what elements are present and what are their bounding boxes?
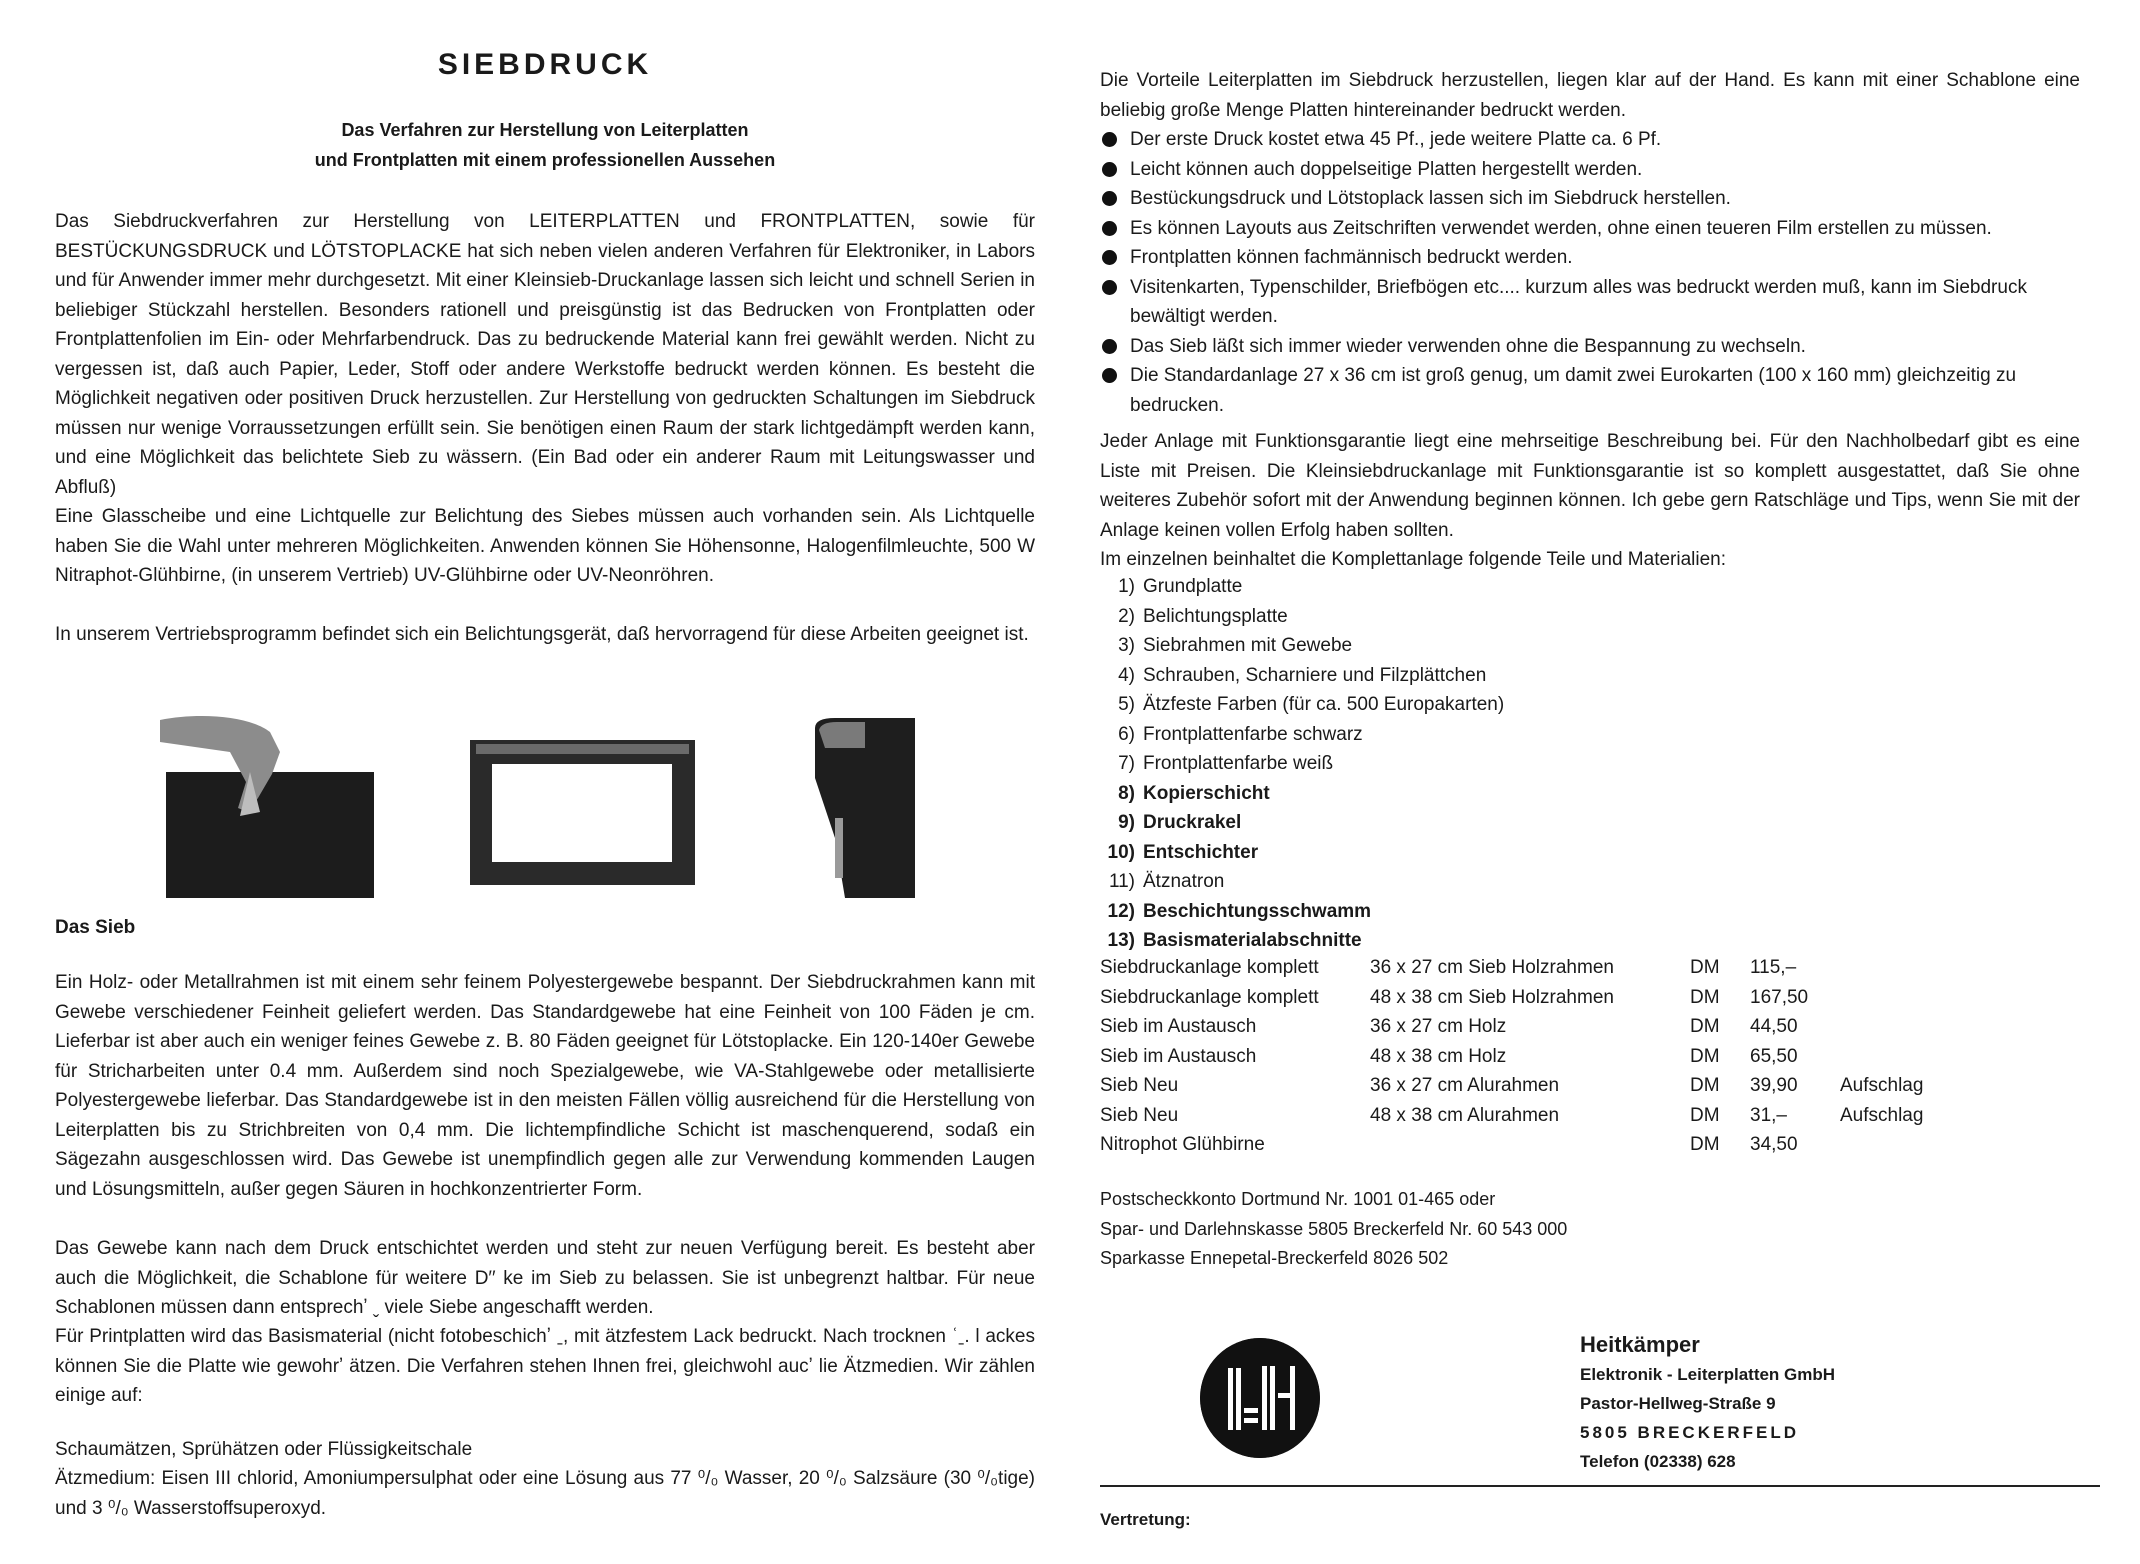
list-item: Bestückungsdruck und Lötstoplack lassen sich im Siebdruck herstellen. <box>1100 184 2080 214</box>
divider <box>1100 1485 2100 1487</box>
sieb-paragraph-3: Für Printplatten wird das Basismaterial (nicht fotobeschichʼ ˍ, mit ätzfestem Lack bedruckt. Nach trocknen ʿˍ. l ackes können Sie die Platte wie gewohrʼ ätzen. Die Verfahren stehen Ihnen frei, gleichwohl aucʼ lie Ätzmedien. Wir zählen einige auf: <box>55 1326 1035 1406</box>
list-item: 10) Entschichter <box>1107 841 1259 863</box>
etch-media: Ätzmedium: Eisen III chlorid, Amoniumpersulphat oder eine Lösung aus 77 ⁰/₀ Wasser, 20 ⁰/₀ Salzsäure (30 ⁰/₀tige) und 3 ⁰/₀ Wasserstoffsuperoxyd. <box>55 1468 1035 1519</box>
bullet-icon <box>1102 368 1117 383</box>
list-item: Die Standardanlage 27 x 36 cm ist groß genug, um damit zwei Eurokarten (100 x 160 mm) gleichzeitig zu bedrucken. <box>1100 361 2080 420</box>
advantages-list <box>1100 125 2080 420</box>
contents-intro: Im einzelnen beinhaltet die Komplettanlage folgende Teile und Materialien: <box>1100 549 1727 570</box>
list-item: Visitenkarten, Typenschilder, Briefbögen etc.... kurzum alles was bedruckt werden muß, kann im Siebdruck bewältigt werden. <box>1100 273 2080 332</box>
bullet-icon <box>1102 221 1117 236</box>
list-item: Frontplatten können fachmännisch bedruckt werden. <box>1100 243 2080 273</box>
etch-methods: Schaumätzen, Sprühätzen oder Flüssigkeitschale <box>55 1439 473 1460</box>
advantages-intro: Die Vorteile Leiterplatten im Siebdruck herzustellen, liegen klar auf der Hand. Es kann mit einer Schablone eine beliebig große Menge Platten hintereinander bedruckt werden. <box>1100 70 2080 121</box>
intro-paragraph-3: In unserem Vertriebsprogramm befindet sich ein Belichtungsgerät, daß hervorragend für diese Arbeiten geeignet ist. <box>55 624 1029 645</box>
list-item: Leicht können auch doppelseitige Platten hergestellt werden. <box>1100 155 2080 185</box>
list-item: 4) Schrauben, Scharniere und Filzplättchen <box>1118 664 1487 686</box>
list-item: 7) Frontplattenfarbe weiß <box>1118 753 1334 774</box>
list-item: 11) Ätznatron <box>1108 871 1225 892</box>
bank-details: Postscheckkonto Dortmund Nr. 1001 01-465 oder Spar- und Darlehnskasse 5805 Breckerfeld Nr. 60 543 000 Sparkasse Ennepetal-Breckerfeld 8026 502 <box>1100 1189 1568 1268</box>
company-logo-icon <box>1200 1338 1320 1458</box>
company-address: Heitkämper Elektronik - Leiterplatten GmbH Pastor-Hellweg-Straße 9 5805 BRECKERFELD Telefon (02338) 628 <box>1580 1332 1836 1471</box>
section-heading-sieb: Das Sieb <box>55 917 136 938</box>
photo-squeegee <box>805 718 925 898</box>
intro-paragraph-2: Eine Glasscheibe und eine Lichtquelle zur Belichtung des Siebes müssen auch vorhanden sein. Als Lichtquelle haben Sie die Wahl unter mehreren Möglichkeiten. Anwenden können Sie Höhensonne, Halogenfilmleuchte, 500 W Nitraphot-Glühbirne, (in unserem Vertrieb) UV-Glühbirne oder UV-Neonröhren. <box>55 506 1035 586</box>
representation-label: Vertretung: <box>1100 1510 1191 1529</box>
guarantee-paragraph: Jeder Anlage mit Funktionsgarantie liegt eine mehrseitige Beschreibung bei. Für den Nachholbedarf gibt es eine Liste mit Preisen. Die Kleinsiebdruckanlage mit Funktionsgarantie ist so komplett ausgestattet, daß Sie ohne weiteres Zubehör sofort mit der Anwendung beginnen können. Ich gebe gern Ratschläge und Tips, wenn Sie mit der Anlage keinen vollen Erfolg haben sollten. <box>1100 431 2080 541</box>
sieb-paragraph-2: Das Gewebe kann nach dem Druck entschichtet werden und steht zur neuen Verfügung bereit. Es besteht aber auch die Möglichkeit, die Schablone für weitere D′′ ke im Sieb zu belassen. Sie ist unbegrenzt haltbar. Für neue Schablonen müssen dann entsprechʼ ˬ viele Siebe angeschafft werden. <box>55 1238 1035 1318</box>
bullet-icon <box>1102 250 1117 265</box>
intro-paragraph-1: Das Siebdruckverfahren zur Herstellung von LEITERPLATTEN und FRONTPLATTEN, sowie für BESTÜCKUNGSDRUCK und LÖTSTOPLACKE hat sich neben vielen anderen Verfahren für Elektroniker, in Labors und für Anwender immer mehr durchgesetzt. Mit einer Kleinsieb-Druckanlage lassen sich leicht und schnell Serien in beliebiger Stückzahl herstellen. Besonders rationell und preisgünstig ist das Bedrucken von Frontplatten oder Frontplattenfolien im Ein- oder Mehrfarbendruck. Das zu bedruckende Material kann frei gewählt werden. Nicht zu vergessen ist, daß auch Papier, Leder, Stoff oder andere Werkstoffe bedruckt werden können. Es besteht die Möglichkeit negativen oder positiven Druck herzustellen. Zur Herstellung von gedruckten Schaltungen im Siebdruck müssen nur wenige Vorraussetzungen erfüllt sein. Sie benötigen einen Raum der stark lichtgedämpft werden kann, und eine Möglichkeit das belichtete Sieb zu wässern. (Ein Bad oder ein anderer Raum mit Leitungswasser und Abfluß) <box>55 211 1035 498</box>
list-item: 12) Beschichtungsschwamm <box>1107 900 1372 922</box>
subtitle-line-1: Das Verfahren zur Herstellung von Leiterplatten <box>341 120 749 140</box>
photo-hand-printing <box>160 712 390 900</box>
list-item: 9) Druckrakel <box>1118 812 1242 833</box>
price-table <box>1100 953 1923 1160</box>
list-item: Es können Layouts aus Zeitschriften verwendet werden, ohne einen teueren Film erstellen zu müssen. <box>1100 214 2080 244</box>
bullet-icon <box>1102 280 1117 295</box>
subtitle-line-2: und Frontplatten mit einem professionellen Aussehen <box>314 150 776 170</box>
bullet-icon <box>1102 339 1117 354</box>
list-item: 5) Ätzfeste Farben (für ca. 500 Europakarten) <box>1118 694 1505 715</box>
table-row: Siebdruckanlage komplett 48 x 38 cm Sieb Holzrahmen DM 167,50 <box>1100 986 1809 1008</box>
list-item: 6) Frontplattenfarbe schwarz <box>1118 723 1363 745</box>
list-item: 2) Belichtungsplatte <box>1118 605 1288 627</box>
company-name: Heitkämper <box>1580 1332 1700 1357</box>
table-row: Nitrophot Glühbirne DM 34,50 <box>1100 1134 1798 1155</box>
table-row: Siebdruckanlage komplett 36 x 27 cm Sieb Holzrahmen DM 115,– <box>1100 957 1797 978</box>
bullet-icon <box>1102 191 1117 206</box>
list-item: 13) Basismaterialabschnitte <box>1107 930 1362 951</box>
sieb-paragraph-1: Ein Holz- oder Metallrahmen ist mit einem sehr feinem Polyestergewebe bespannt. Der Siebdruckrahmen kann mit Gewebe verschiedener Feinheit geliefert werden. Das Standardgewebe hat eine Feinheit von 100 Fäden je cm. Lieferbar ist aber auch ein weniger feines Gewebe z. B. 80 Fäden geeignet für Lötstoplacke. Ein 120-140er Gewebe für Stricharbeiten unter 0.4 mm. Außerdem sind noch Spezialgewebe, wie VA-Stahlgewebe oder metallisierte Polyestergewebe lieferbar. Das Standardgewebe ist in den meisten Fällen völlig ausreichend für die Herstellung von Leiterplatten bis zu Strichbreiten von 0,4 mm. Die lichtempfindliche Schicht ist maschenquerend, sodaß ein Sägezahn ausgeschlossen wird. Das Gewebe ist unempfindlich gegen alle zur Verwendung kommenden Laugen und Lösungsmitteln, außer gegen Säuren in hochkonzentrierter Form. <box>55 972 1035 1200</box>
list-item: 1) Grundplatte <box>1118 576 1243 597</box>
table-row: Sieb Neu 36 x 27 cm Alurahmen DM 39,90 Aufschlag <box>1100 1075 1924 1096</box>
list-item: 8) Kopierschicht <box>1118 782 1270 804</box>
table-row: Sieb im Austausch 48 x 38 cm Holz DM 65,50 <box>1100 1045 1798 1067</box>
table-row: Sieb Neu 48 x 38 cm Alurahmen DM 31,– Aufschlag <box>1100 1104 1924 1126</box>
contents-list <box>1100 572 1504 956</box>
table-row: Sieb im Austausch 36 x 27 cm Holz DM 44,50 <box>1100 1016 1798 1037</box>
page-title: SIEBDRUCK <box>437 48 653 81</box>
bullet-icon <box>1102 132 1117 147</box>
bullet-icon <box>1102 162 1117 177</box>
list-item: 3) Siebrahmen mit Gewebe <box>1118 635 1353 656</box>
list-item: Der erste Druck kostet etwa 45 Pf., jede weitere Platte ca. 6 Pf. <box>1100 125 2080 155</box>
photo-screen-frame <box>470 740 695 885</box>
list-item: Das Sieb läßt sich immer wieder verwenden ohne die Bespannung zu wechseln. <box>1100 332 2080 362</box>
